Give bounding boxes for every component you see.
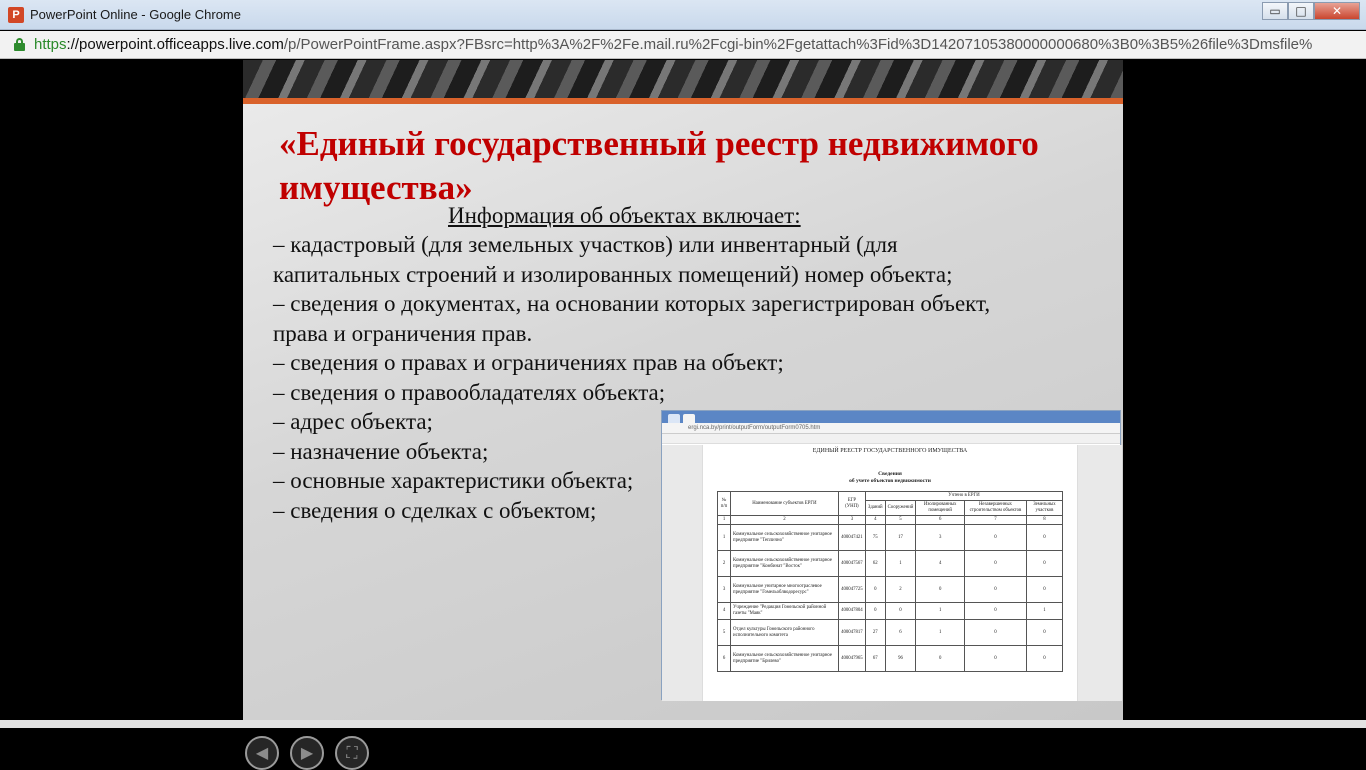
table-cell: 0 [916, 577, 965, 603]
bullet-line: – сведения о документах, на основании которых зарегистрирован объект, [273, 291, 991, 316]
table-cell: 0 [866, 577, 886, 603]
column-number-row [718, 516, 1063, 525]
embed-tab-strip [662, 411, 1120, 423]
table-cell: 1 [916, 620, 965, 646]
window-titlebar [0, 0, 1366, 30]
table-cell: 400047804 [838, 603, 865, 620]
url-text[interactable] [34, 36, 1344, 54]
embed-bookmarks-bar [662, 434, 1120, 444]
table-cell: 0 [1026, 620, 1062, 646]
table-header: Земельных участков [1026, 501, 1062, 516]
embedded-screenshot [661, 410, 1121, 700]
table-cell: 400047567 [838, 551, 865, 577]
table-header: Изолированных помещений [916, 501, 965, 516]
bullet-line: – назначение объекта; [273, 438, 489, 464]
address-bar[interactable] [0, 31, 1366, 59]
url-path: /p/PowerPointFrame.aspx?FBsrc=http%3A%2F%2Fe.mail.ru%2Fcgi-bin%2Fgetattach%3Fid%3D14207105380000000680%3B0%3B5%26file%3Dmsfile% [283, 36, 1313, 53]
table-cell: 0 [916, 646, 965, 672]
table-cell: 2 [885, 577, 916, 603]
table-cell: 96 [885, 646, 916, 672]
window-controls [1262, 2, 1360, 22]
bullet-line: – основные характеристики объекта; [273, 468, 634, 493]
table-cell: Учреждение "Редакция Гомельской районной газеты "Маяк" [731, 603, 839, 620]
fullscreen-button[interactable] [335, 736, 369, 770]
document-title: Сведения [878, 471, 902, 477]
close-button[interactable]: ✕ [1314, 2, 1360, 20]
maximize-button[interactable]: □ [1288, 2, 1314, 20]
table-cell: 0 [866, 603, 886, 620]
bullet-line: капитальных строений и изолированных помещений) номер объекта; [273, 261, 953, 287]
slide-accent-line [243, 98, 1123, 104]
embed-document [702, 445, 1078, 701]
table-cell: 27 [866, 620, 886, 646]
table-cell: 0 [885, 603, 916, 620]
table-cell: 2 [718, 551, 731, 577]
table-cell: 3 [718, 577, 731, 603]
table-cell: 0 [965, 551, 1027, 577]
table-header: Сооружений [885, 501, 916, 516]
table-cell: 17 [885, 525, 916, 551]
bullet-line: – сведения о правообладателях объекта; [273, 379, 666, 405]
table-cell: 5 [718, 620, 731, 646]
lock-icon [14, 38, 25, 51]
table-cell: 0 [965, 646, 1027, 672]
registry-table-body [718, 525, 1063, 672]
window-bottom-border [0, 720, 1366, 728]
embed-tab-active [683, 414, 695, 423]
window-title: PowerPoint Online - Google Chrome [30, 7, 241, 22]
chevron-right-icon: ▶ [300, 743, 314, 762]
table-cell: 400047965 [838, 646, 865, 672]
chevron-left-icon: ◀ [255, 743, 269, 762]
slide-banner-image [243, 60, 1123, 98]
table-cell: 0 [1026, 525, 1062, 551]
table-header: Наименование субъектов ЕРГИ [731, 492, 839, 516]
table-cell: 0 [965, 603, 1027, 620]
column-number: 7 [965, 516, 1027, 525]
column-number: 5 [885, 516, 916, 525]
bullet-line: – сведения о правах и ограничениях прав на объект; [273, 350, 784, 375]
table-cell: 1 [718, 525, 731, 551]
table-cell: 1 [1026, 603, 1062, 620]
table-cell: Отдел культуры Гомельского районного исполнительного комитета [731, 620, 839, 646]
table-cell: 400047421 [838, 525, 865, 551]
column-number: 3 [838, 516, 865, 525]
table-row [718, 620, 1063, 646]
table-header: № п/п [718, 492, 731, 516]
table-cell: 1 [885, 551, 916, 577]
registry-table [717, 491, 1063, 672]
table-cell: 0 [965, 620, 1027, 646]
table-cell: Коммунальное сельскохозяйственное унитарное предприятие "Брилево" [731, 646, 839, 672]
powerpoint-icon: P [8, 7, 24, 23]
table-cell: 0 [965, 525, 1027, 551]
table-cell: 4 [718, 603, 731, 620]
table-cell: 0 [965, 577, 1027, 603]
table-cell: 1 [916, 603, 965, 620]
fullscreen-icon: ⛶ [346, 743, 358, 762]
table-row [718, 525, 1063, 551]
table-header: Зданий [866, 501, 886, 516]
table-cell: 6 [885, 620, 916, 646]
url-scheme: https [34, 36, 67, 53]
table-cell: 3 [916, 525, 965, 551]
column-number: 6 [916, 516, 965, 525]
bullet-line: – сведения о сделках с объектом; [273, 497, 597, 523]
document-subtitle: об учете объектов недвижимости [849, 478, 931, 484]
table-cell: 67 [866, 646, 886, 672]
next-slide-button[interactable] [290, 736, 324, 770]
column-number: 1 [718, 516, 731, 525]
bullet-line: права и ограничения прав. [273, 320, 533, 346]
table-cell: Коммунальное сельскохозяйственное унитарное предприятие "Теплично" [731, 525, 839, 551]
table-cell: Коммунальное сельскохозяйственное унитарное предприятие "Комбинат "Восток" [731, 551, 839, 577]
column-number: 2 [731, 516, 839, 525]
slide [243, 60, 1123, 762]
bullet-line: – кадастровый (для земельных участков) или инвентарный (для [273, 232, 898, 257]
embed-tab [668, 414, 680, 423]
table-cell: 62 [866, 551, 886, 577]
column-number: 4 [866, 516, 886, 525]
table-header: Незавершенных строительством объектов [965, 501, 1027, 516]
table-header: ЕГР (УНП) [838, 492, 865, 516]
url-host: ://powerpoint.officeapps.live.com [66, 36, 284, 53]
table-cell: 400047817 [838, 620, 865, 646]
table-row [718, 577, 1063, 603]
table-row [718, 551, 1063, 577]
table-cell: Коммунальное унитарное многоотраслевое предприятие "Гомельоблводоресурс" [731, 577, 839, 603]
table-row [718, 646, 1063, 672]
slide-title: «Единый государственный реестр недвижимого имущества» [279, 124, 1039, 207]
table-group-header: Учтено в ЕРГИ [866, 492, 1063, 501]
column-number: 8 [1026, 516, 1062, 525]
document-heading: ЕДИНЫЙ РЕЕСТР ГОСУДАРСТВЕННОГО ИМУЩЕСТВА [812, 448, 968, 454]
table-cell: 0 [1026, 646, 1062, 672]
table-cell: 0 [1026, 551, 1062, 577]
table-cell: 75 [866, 525, 886, 551]
table-cell: 6 [718, 646, 731, 672]
embed-url: ergi.nca.by/print/outputForm/outputForm0705.htm [662, 423, 1120, 434]
table-cell: 400047725 [838, 577, 865, 603]
minimize-button[interactable]: ▭ [1262, 2, 1288, 20]
table-cell: 0 [1026, 577, 1062, 603]
previous-slide-button[interactable] [245, 736, 279, 770]
slide-subtitle: Информация об объектах включает: [448, 203, 801, 228]
bullet-line: – адрес объекта; [273, 409, 433, 434]
table-cell: 4 [916, 551, 965, 577]
table-row [718, 603, 1063, 620]
